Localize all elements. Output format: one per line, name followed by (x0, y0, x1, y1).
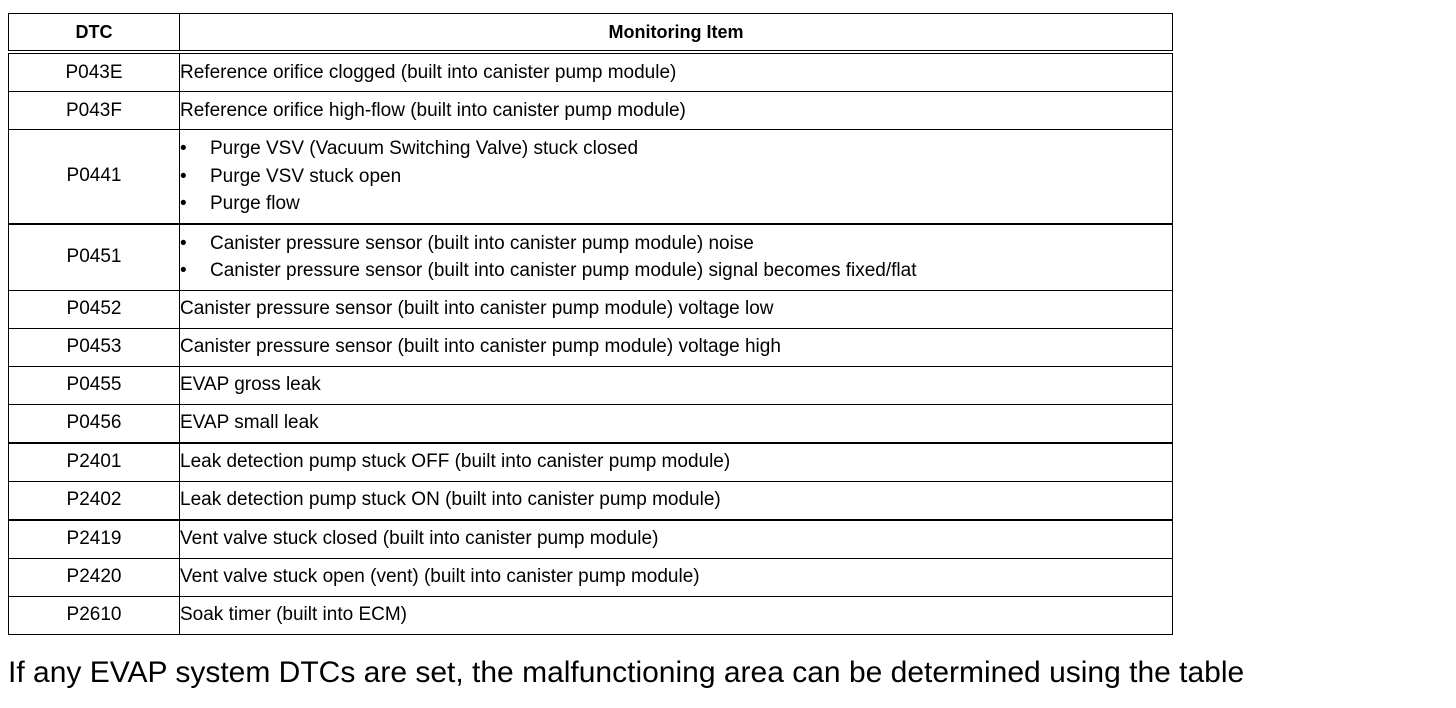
list-item: • Canister pressure sensor (built into canister pump module) noise (180, 230, 1172, 258)
monitoring-item-list (180, 230, 1172, 285)
monitoring-item: Reference orifice clogged (built into canister pump module) (180, 52, 1173, 92)
table-row (9, 224, 1173, 291)
table-row (9, 520, 1173, 559)
table-row (9, 404, 1173, 443)
dtc-code: P2420 (9, 558, 180, 596)
table-row (9, 366, 1173, 404)
table-row (9, 558, 1173, 596)
dtc-code: P043F (9, 92, 180, 130)
dtc-code: P0453 (9, 328, 180, 366)
dtc-code: P043E (9, 52, 180, 92)
table-row (9, 92, 1173, 130)
table-row (9, 481, 1173, 520)
table-header-row (9, 14, 1173, 53)
caption-text: If any EVAP system DTCs are set, the malfunctioning area can be determined using the table (8, 656, 1245, 689)
monitoring-item (180, 130, 1173, 224)
monitoring-item: Vent valve stuck open (vent) (built into canister pump module) (180, 558, 1173, 596)
table-row (9, 290, 1173, 328)
monitoring-item: Canister pressure sensor (built into canister pump module) voltage low (180, 290, 1173, 328)
list-item: • Purge VSV (Vacuum Switching Valve) stuck closed (180, 135, 1172, 163)
table-row (9, 130, 1173, 224)
dtc-code: P2401 (9, 443, 180, 482)
dtc-code: P2610 (9, 596, 180, 634)
list-item: • Purge VSV stuck open (180, 163, 1172, 191)
table-row (9, 443, 1173, 482)
dtc-code: P2419 (9, 520, 180, 559)
monitoring-item: Leak detection pump stuck ON (built into canister pump module) (180, 481, 1173, 520)
monitoring-item: EVAP small leak (180, 404, 1173, 443)
monitoring-item: Reference orifice high-flow (built into canister pump module) (180, 92, 1173, 130)
table-row (9, 596, 1173, 634)
dtc-code: P0452 (9, 290, 180, 328)
table-row (9, 328, 1173, 366)
monitoring-item: Vent valve stuck closed (built into canister pump module) (180, 520, 1173, 559)
monitoring-item-column-header: Monitoring Item (180, 14, 1173, 53)
dtc-code: P0441 (9, 130, 180, 224)
monitoring-item (180, 224, 1173, 291)
monitoring-item: Soak timer (built into ECM) (180, 596, 1173, 634)
table-body (9, 52, 1173, 634)
monitoring-item: Leak detection pump stuck OFF (built into canister pump module) (180, 443, 1173, 482)
dtc-column-header: DTC (9, 14, 180, 53)
dtc-table-container (8, 13, 1172, 635)
list-item: • Purge flow (180, 190, 1172, 218)
dtc-code: P2402 (9, 481, 180, 520)
monitoring-item-list (180, 135, 1172, 218)
dtc-code: P0455 (9, 366, 180, 404)
dtc-code: P0451 (9, 224, 180, 291)
dtc-code: P0456 (9, 404, 180, 443)
list-item: • Canister pressure sensor (built into canister pump module) signal becomes fixed/flat (180, 257, 1172, 285)
monitoring-item: Canister pressure sensor (built into canister pump module) voltage high (180, 328, 1173, 366)
table-row (9, 52, 1173, 92)
dtc-table (8, 13, 1173, 635)
monitoring-item: EVAP gross leak (180, 366, 1173, 404)
